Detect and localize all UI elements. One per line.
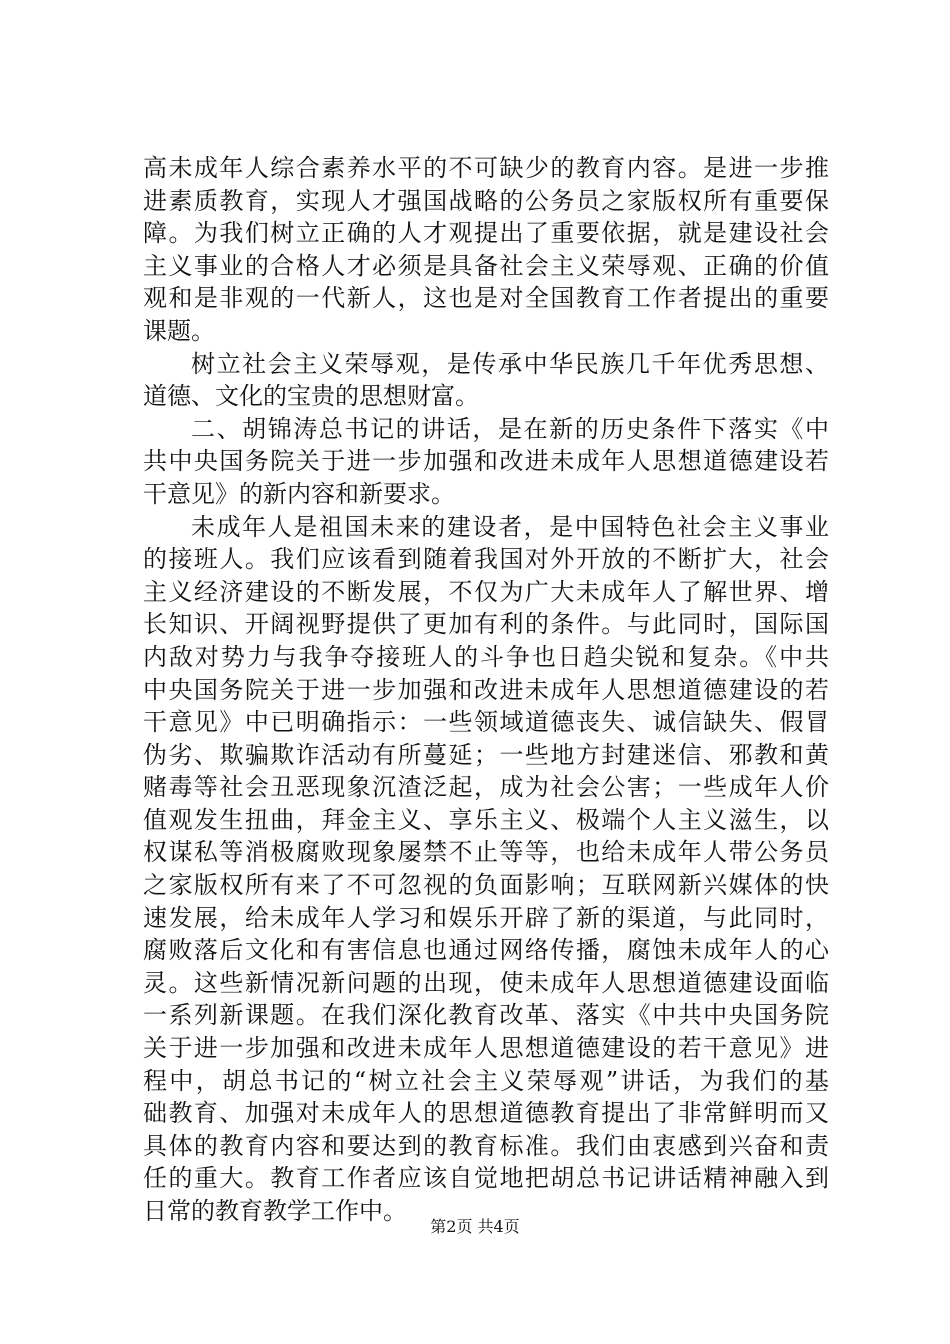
paragraph (143, 348, 829, 413)
text-line: 未成年人是祖国未来的建设者，是中国特色社会主义事业 (191, 512, 829, 541)
text-line: 关于进一步加强和改进未成年人思想道德建设的若干意见》进 (143, 1034, 829, 1063)
text-line: 任的重大。教育工作者应该自觉地把胡总书记讲话精神融入到 (143, 1164, 829, 1193)
text-line: 课题。 (143, 316, 215, 345)
text-line: 观和是非观的一代新人，这也是对全国教育工作者提出的重要 (143, 284, 829, 313)
text-line: 赌毒等社会丑恶现象沉渣泛起，成为社会公害；一些成年人价 (143, 773, 829, 802)
text-line: 值观发生扭曲，拜金主义、享乐主义、极端个人主义滋生，以 (143, 805, 829, 834)
text-line: 长知识、开阔视野提供了更加有利的条件。与此同时，国际国 (143, 610, 829, 639)
text-line: 的接班人。我们应该看到随着我国对外开放的不断扩大，社会 (143, 545, 829, 574)
text-line: 程中，胡总书记的“树立社会主义荣辱观”讲话，为我们的基 (143, 1066, 829, 1095)
text-line: 高未成年人综合素养水平的不可缺少的教育内容。是进一步推 (143, 154, 829, 182)
text-line: 树立社会主义荣辱观，是传承中华民族几千年优秀思想、 (191, 349, 829, 378)
paragraph (143, 413, 829, 511)
text-line: 干意见》的新内容和新要求。 (143, 479, 455, 508)
text-line: 础教育、加强对未成年人的思想道德教育提出了非常鲜明而又 (143, 1099, 829, 1128)
text-line: 之家版权所有来了不可忽视的负面影响；互联网新兴媒体的快 (143, 871, 829, 900)
text-line: 道德、文化的宝贵的思想财富。 (143, 382, 479, 411)
text-line: 腐败落后文化和有害信息也通过网络传播，腐蚀未成年人的心 (143, 936, 829, 965)
text-line: 权谋私等消极腐败现象屡禁不止等等，也给未成年人带公务员 (143, 838, 829, 867)
text-line: 日常的教育教学工作中。 (143, 1197, 407, 1225)
text-line: 中央国务院关于进一步加强和改进未成年人思想道德建设的若 (143, 675, 829, 704)
text-line: 一系列新课题。在我们深化教育改革、落实《中共中央国务院 (143, 1001, 829, 1030)
text-line: 干意见》中已明确指示：一些领域道德丧失、诚信缺失、假冒 (143, 708, 829, 737)
text-line: 主义经济建设的不断发展，不仅为广大未成年人了解世界、增 (143, 577, 829, 606)
text-line: 二、胡锦涛总书记的讲话，是在新的历史条件下落实《中 (191, 414, 829, 443)
text-line: 共中央国务院关于进一步加强和改进未成年人思想道德建设若 (143, 447, 829, 476)
text-line: 内敌对势力与我争夺接班人的斗争也日趋尖锐和复杂。《中共 (143, 642, 829, 671)
body-text (143, 152, 829, 1228)
paragraph (143, 152, 829, 348)
paragraph (143, 511, 829, 1228)
text-line: 具体的教育内容和要达到的教育标准。我们由衷感到兴奋和责 (143, 1131, 829, 1160)
page-footer: 第2页 共4页 (430, 1217, 520, 1236)
text-line: 主义事业的合格人才必须是具备社会主义荣辱观、正确的价值 (143, 251, 829, 280)
text-line: 障。为我们树立正确的人才观提出了重要依据，就是建设社会 (143, 219, 829, 248)
text-line: 伪劣、欺骗欺诈活动有所蔓延；一些地方封建迷信、邪教和黄 (143, 740, 829, 769)
text-line: 速发展，给未成年人学习和娱乐开辟了新的渠道，与此同时， (143, 903, 829, 932)
text-line: 灵。这些新情况新问题的出现，使未成年人思想道德建设面临 (143, 968, 829, 997)
text-line: 进素质教育，实现人才强国战略的公务员之家版权所有重要保 (143, 186, 829, 215)
